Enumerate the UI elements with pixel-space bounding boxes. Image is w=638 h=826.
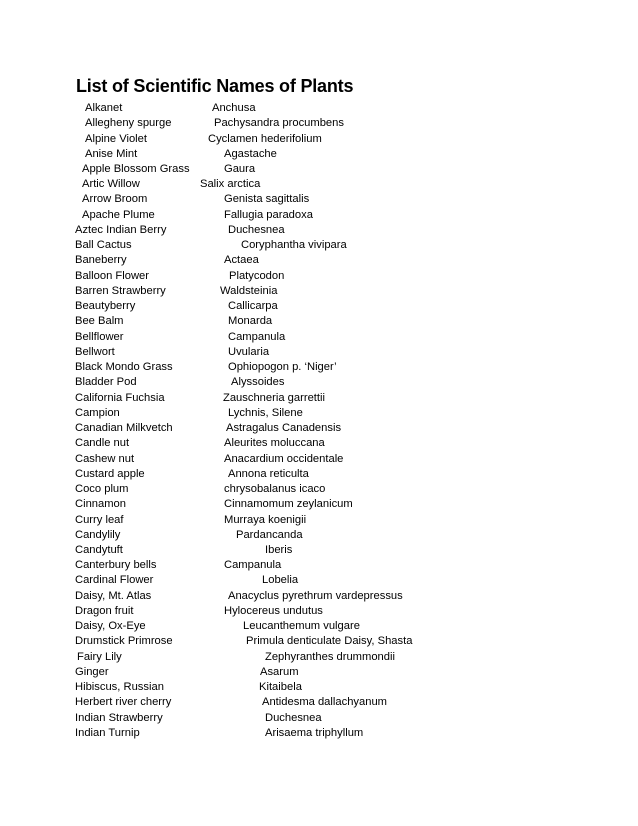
plant-row: [0, 406, 638, 421]
plant-row: [0, 101, 638, 116]
scientific-name: Lychnis, Silene: [228, 406, 303, 419]
common-name: Barren Strawberry: [75, 284, 166, 297]
common-name: Canterbury bells: [75, 559, 157, 572]
scientific-name: Monarda: [228, 315, 273, 328]
plant-row: [0, 330, 638, 345]
common-name: Apache Plume: [82, 208, 155, 221]
plant-row: [0, 238, 638, 253]
common-name: Coco plum: [75, 483, 129, 495]
scientific-name: Anacardium occidentale: [224, 452, 344, 465]
plant-row: [0, 665, 638, 680]
scientific-name: Asarum: [260, 665, 299, 678]
scientific-name: Campanula: [224, 559, 282, 572]
scientific-name: Campanula: [228, 330, 286, 343]
plant-row: [0, 726, 638, 741]
common-name: Arrow Broom: [82, 193, 148, 206]
plant-row: [0, 543, 638, 558]
scientific-name: Arisaema triphyllum: [265, 726, 364, 739]
document-title: List of Scientific Names of Plants: [76, 76, 354, 96]
plant-row: [0, 299, 638, 314]
plant-row: [0, 162, 638, 177]
common-name: Bellflower: [75, 330, 124, 343]
common-name: Candytuft: [75, 544, 123, 556]
plant-row: [0, 467, 638, 482]
scientific-name: Coryphantha vivipara: [241, 239, 347, 252]
scientific-name: Zephyranthes drummondii: [265, 650, 395, 663]
common-name: Aztec Indian Berry: [75, 223, 167, 236]
scientific-name: Zauschneria garrettii: [223, 391, 325, 404]
plant-row: [0, 650, 638, 665]
common-name: Candle nut: [75, 437, 130, 450]
scientific-name: Duchesnea: [228, 223, 285, 236]
scientific-name: Alyssoides: [231, 376, 285, 389]
scientific-name: Lobelia: [262, 574, 299, 587]
scientific-name: chrysobalanus icaco: [224, 483, 326, 495]
scientific-name: Astragalus Canadensis: [226, 422, 342, 434]
scientific-name: Annona reticulta: [228, 467, 309, 480]
common-name: Candylily: [75, 528, 121, 541]
plant-row: [0, 253, 638, 268]
common-name: California Fuchsia: [75, 391, 165, 404]
plant-row: [0, 269, 638, 284]
common-name: Cashew nut: [75, 452, 135, 465]
common-name: Ginger: [75, 665, 109, 678]
plant-row: [0, 391, 638, 406]
common-name: Cardinal Flower: [75, 574, 154, 587]
scientific-name: Anchusa: [212, 102, 256, 114]
scientific-name: Antidesma dallachyanum: [262, 696, 387, 709]
scientific-name: Kitaibela: [259, 681, 302, 694]
scientific-name: Duchesnea: [265, 711, 322, 724]
scientific-name: Uvularia: [228, 345, 270, 358]
common-name: Dragon fruit: [75, 604, 134, 617]
plant-row: [0, 284, 638, 299]
scientific-name: Fallugia paradoxa: [224, 208, 313, 221]
common-name: Hibiscus, Russian: [75, 681, 164, 694]
plant-row: [0, 680, 638, 695]
common-name: Herbert river cherry: [75, 696, 172, 709]
plant-row: [0, 711, 638, 726]
plant-row: [0, 452, 638, 467]
plant-row: [0, 513, 638, 528]
plant-row: [0, 360, 638, 375]
plant-row: [0, 558, 638, 573]
common-name: Fairy Lily: [77, 650, 122, 663]
plant-row: [0, 345, 638, 360]
common-name: Campion: [75, 406, 120, 419]
common-name: Drumstick Primrose: [75, 635, 173, 648]
scientific-name: Actaea: [224, 254, 259, 267]
scientific-name: Iberis: [265, 544, 293, 556]
common-name: Bee Balm: [75, 315, 124, 328]
common-name: Bellwort: [75, 345, 115, 358]
plant-row: [0, 497, 638, 512]
scientific-name: Aleurites moluccana: [224, 437, 325, 450]
scientific-name: Callicarpa: [228, 300, 278, 313]
common-name: Apple Blossom Grass: [82, 163, 190, 175]
plant-row: [0, 573, 638, 588]
plant-row: [0, 192, 638, 207]
scientific-name: Waldsteinia: [220, 284, 278, 297]
common-name: Canadian Milkvetch: [75, 422, 173, 434]
scientific-name: Platycodon: [229, 269, 285, 282]
common-name: Curry leaf: [75, 513, 124, 526]
scientific-name: Cyclamen hederifolium: [208, 132, 322, 145]
common-name: Baneberry: [75, 254, 127, 267]
plant-row: [0, 177, 638, 192]
common-name: Custard apple: [75, 467, 145, 480]
plant-row: [0, 436, 638, 451]
scientific-name: Cinnamomum zeylanicum: [224, 498, 353, 511]
common-name: Daisy, Mt. Atlas: [75, 589, 152, 602]
scientific-name: Genista sagittalis: [224, 193, 310, 206]
common-name: Black Mondo Grass: [75, 361, 173, 374]
common-name: Beautyberry: [75, 300, 136, 313]
common-name: Artic Willow: [82, 178, 140, 191]
common-name: Alpine Violet: [85, 132, 147, 145]
plant-row: [0, 116, 638, 131]
plant-row: [0, 589, 638, 604]
scientific-name: Hylocereus undutus: [224, 604, 323, 617]
scientific-name: Gaura: [224, 163, 256, 175]
common-name: Ball Cactus: [75, 239, 132, 252]
common-name: Alkanet: [85, 102, 123, 114]
common-name: Daisy, Ox-Eye: [75, 620, 146, 633]
common-name: Cinnamon: [75, 498, 126, 511]
plant-row: [0, 314, 638, 329]
common-name: Indian Turnip: [75, 726, 140, 739]
common-name: Anise Mint: [85, 147, 138, 160]
scientific-name: Agastache: [224, 147, 277, 160]
plant-row: [0, 619, 638, 634]
common-name: Indian Strawberry: [75, 711, 163, 724]
plant-row: [0, 482, 638, 497]
plant-row: [0, 223, 638, 238]
plant-row: [0, 132, 638, 147]
plant-row: [0, 695, 638, 710]
scientific-name: Murraya koenigii: [224, 513, 307, 526]
scientific-name: Pardancanda: [236, 528, 303, 541]
common-name: Allegheny spurge: [85, 117, 172, 130]
scientific-name: Primula denticulate Daisy, Shasta: [246, 635, 413, 648]
common-name: Balloon Flower: [75, 269, 149, 282]
plant-row: [0, 147, 638, 162]
plant-row: [0, 634, 638, 649]
plant-row: [0, 208, 638, 223]
scientific-name: Ophiopogon p. ‘Niger’: [228, 361, 337, 374]
scientific-name: Pachysandra procumbens: [214, 117, 344, 130]
plant-row: [0, 421, 638, 436]
plant-row: [0, 604, 638, 619]
scientific-name: Anacyclus pyrethrum vardepressus: [228, 589, 403, 602]
scientific-name: Leucanthemum vulgare: [243, 620, 360, 633]
scientific-name: Salix arctica: [200, 178, 261, 191]
plant-row: [0, 528, 638, 543]
plant-row: [0, 375, 638, 390]
common-name: Bladder Pod: [75, 376, 137, 389]
